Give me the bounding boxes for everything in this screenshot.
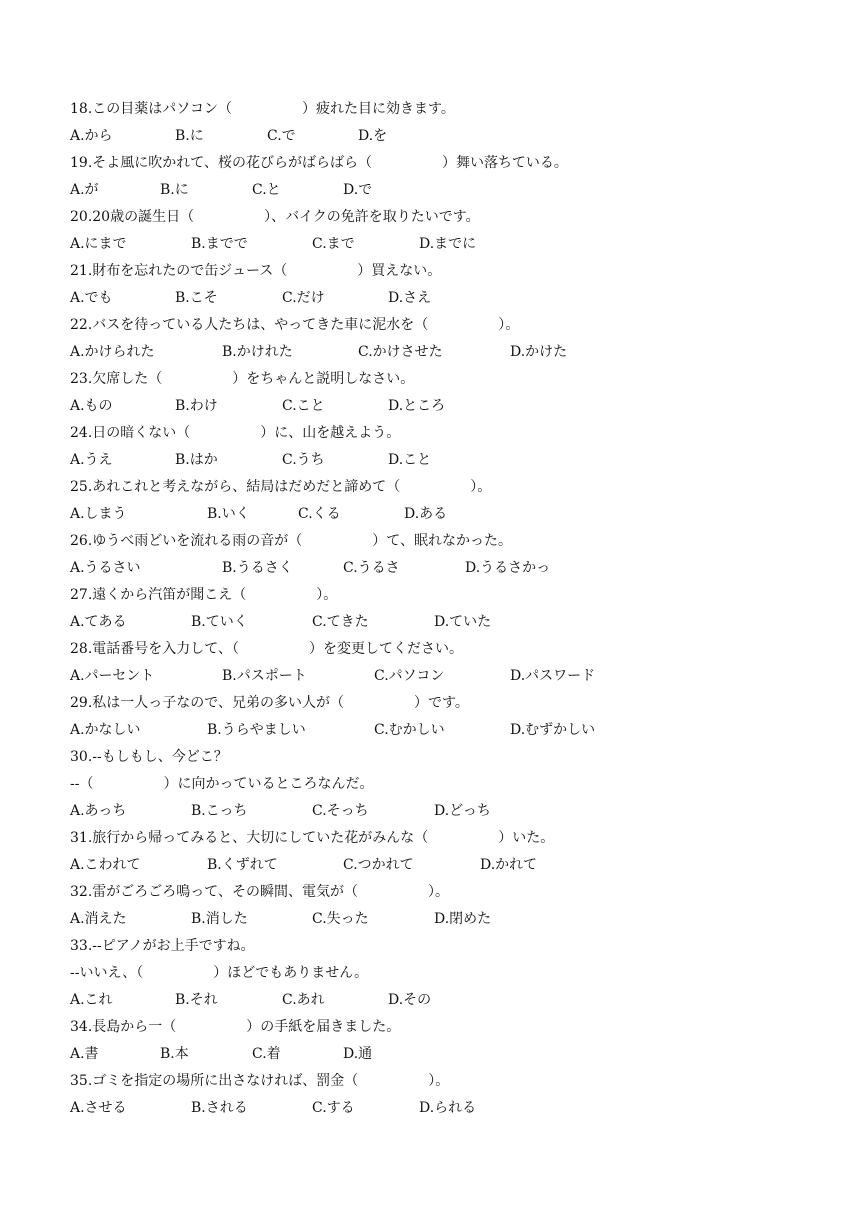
answer-option: A.にまで: [70, 236, 127, 252]
answer-option: B.うらやましい: [207, 722, 306, 738]
answer-option: A.消えた: [70, 911, 127, 927]
question-stem-reply: --（ ）に向かっているところなんだ。: [70, 776, 374, 792]
answer-options: [70, 285, 810, 312]
question-stem: 21.財布を忘れたので缶ジュース（ ）買えない。: [70, 263, 442, 279]
answer-option: A.書: [70, 1046, 99, 1062]
answer-option: C.する: [312, 1100, 355, 1116]
question-stem: 33.--ピアノがお上手ですね。: [70, 938, 255, 954]
question-stem: 29.私は一人っ子なので、兄弟の多い人が（ ）です。: [70, 695, 469, 711]
question-stem: 23.欠席した（ ）をちゃんと説明しなさい。: [70, 371, 415, 387]
answer-option: D.られる: [419, 1100, 477, 1116]
answer-option: C.失った: [312, 911, 369, 927]
answer-option: A.こわれて: [70, 857, 141, 873]
question-stem: 34.長島から一（ ）の手紙を届きました。: [70, 1019, 401, 1035]
answer-options: [70, 663, 810, 690]
answer-option: A.から: [70, 128, 113, 144]
answer-option: D.ていた: [434, 614, 492, 630]
answer-option: B.パスポート: [222, 668, 307, 684]
answer-option: B.こそ: [175, 290, 218, 306]
answer-option: A.が: [70, 182, 99, 198]
answer-option: B.いく: [207, 506, 250, 522]
answer-option: C.こと: [282, 398, 325, 414]
answer-option: C.うち: [282, 452, 325, 468]
answer-option: D.ある: [404, 506, 448, 522]
answer-option: B.うるさく: [222, 560, 293, 576]
answer-option: C.着: [252, 1046, 281, 1062]
answer-options: [70, 1041, 810, 1068]
question-stem: 27.遠くから汽笛が聞こえ（ ）。: [70, 587, 338, 603]
answer-option: A.パーセント: [70, 668, 155, 684]
answer-option: B.ていく: [191, 614, 248, 630]
answer-option: D.を: [358, 128, 388, 144]
answer-option: D.で: [343, 182, 373, 198]
answer-options: [70, 177, 810, 204]
answer-option: B.かけれた: [222, 344, 293, 360]
question-stem: 26.ゆうべ雨どいを流れる雨の音が（ ）て、眠れなかった。: [70, 533, 512, 549]
answer-option: D.閉めた: [434, 911, 492, 927]
answer-option: B.消した: [191, 911, 248, 927]
answer-options: [70, 393, 810, 420]
question-stem: 20.20歳の誕生日（ ）、バイクの免許を取りたいです。: [70, 209, 480, 225]
answer-option: B.くずれて: [207, 857, 278, 873]
answer-option: A.てある: [70, 614, 127, 630]
question-stem: 19.そよ風に吹かれて、桜の花びらがばらばら（ ）舞い落ちている。: [70, 155, 568, 171]
answer-option: A.うるさい: [70, 560, 141, 576]
answer-option: C.パソコン: [374, 668, 445, 684]
answer-option: A.あっち: [70, 803, 127, 819]
answer-option: D.ところ: [388, 398, 446, 414]
question-stem: 30.--もしもし、今どこ？: [70, 749, 228, 765]
answer-option: C.あれ: [282, 992, 325, 1008]
answer-options: [70, 609, 810, 636]
answer-option: D.通: [343, 1046, 373, 1062]
answer-option: A.しまう: [70, 506, 127, 522]
answer-options: [70, 339, 810, 366]
question-stem: 22.バスを待っている人たちは、やってきた車に泥水を（ ）。: [70, 317, 520, 333]
question-stem: 24.日の暗くない（ ）に、山を越えよう。: [70, 425, 401, 441]
answer-option: C.で: [267, 128, 296, 144]
question-list: [70, 96, 810, 1122]
answer-option: A.させる: [70, 1100, 127, 1116]
answer-option: D.その: [388, 992, 432, 1008]
answer-option: B.に: [160, 182, 189, 198]
answer-options: [70, 123, 810, 150]
answer-option: A.かなしい: [70, 722, 141, 738]
answer-option: C.むかしい: [374, 722, 445, 738]
answer-option: D.までに: [419, 236, 477, 252]
answer-option: D.こと: [388, 452, 432, 468]
answer-options: [70, 852, 810, 879]
answer-option: D.うるさかっ: [465, 560, 551, 576]
answer-options: [70, 231, 810, 258]
answer-option: D.さえ: [388, 290, 432, 306]
answer-option: C.てきた: [312, 614, 369, 630]
answer-option: D.どっち: [434, 803, 491, 819]
answer-options: [70, 447, 810, 474]
answer-option: B.される: [191, 1100, 248, 1116]
answer-option: B.わけ: [175, 398, 218, 414]
answer-option: C.くる: [298, 506, 341, 522]
answer-option: B.本: [160, 1046, 189, 1062]
answer-option: A.かけられた: [70, 344, 155, 360]
answer-options: [70, 798, 810, 825]
answer-option: B.こっち: [191, 803, 248, 819]
answer-option: A.でも: [70, 290, 113, 306]
question-stem-reply: --いいえ、（ ）ほどでもありません。: [70, 965, 369, 981]
answer-options: [70, 987, 810, 1014]
answer-options: [70, 1095, 810, 1122]
answer-options: [70, 555, 810, 582]
answer-option: C.まで: [312, 236, 355, 252]
answer-options: [70, 501, 810, 528]
answer-option: D.かれて: [480, 857, 538, 873]
answer-option: D.パスワード: [510, 668, 596, 684]
answer-option: C.かけさせた: [358, 344, 443, 360]
question-stem: 32.雷がごろごろ鳴って、その瞬間、電気が（ ）。: [70, 884, 449, 900]
answer-option: C.つかれて: [343, 857, 414, 873]
answer-options: [70, 717, 810, 744]
answer-option: C.と: [252, 182, 281, 198]
question-stem: 31.旅行から帰ってみると、大切にしていた花がみんな（ ）いた。: [70, 830, 555, 846]
answer-option: D.かけた: [510, 344, 568, 360]
answer-option: A.もの: [70, 398, 113, 414]
answer-option: C.そっち: [312, 803, 369, 819]
question-stem: 18.この目薬はパソコン（ ）疲れた目に効きます。: [70, 101, 455, 117]
answer-option: A.これ: [70, 992, 113, 1008]
answer-option: D.むずかしい: [510, 722, 596, 738]
answer-option: B.それ: [175, 992, 218, 1008]
question-stem: 25.あれこれと考えながら、結局はだめだと諦めて（ ）。: [70, 479, 492, 495]
question-stem: 28.電話番号を入力して、（ ）を変更してください。: [70, 641, 463, 657]
answer-option: C.うるさ: [343, 560, 400, 576]
answer-option: B.までで: [191, 236, 248, 252]
question-stem: 35.ゴミを指定の場所に出さなければ、罰金（ ）。: [70, 1073, 450, 1089]
answer-option: B.はか: [175, 452, 218, 468]
answer-option: C.だけ: [282, 290, 325, 306]
answer-option: A.うえ: [70, 452, 113, 468]
answer-options: [70, 906, 810, 933]
answer-option: B.に: [175, 128, 204, 144]
